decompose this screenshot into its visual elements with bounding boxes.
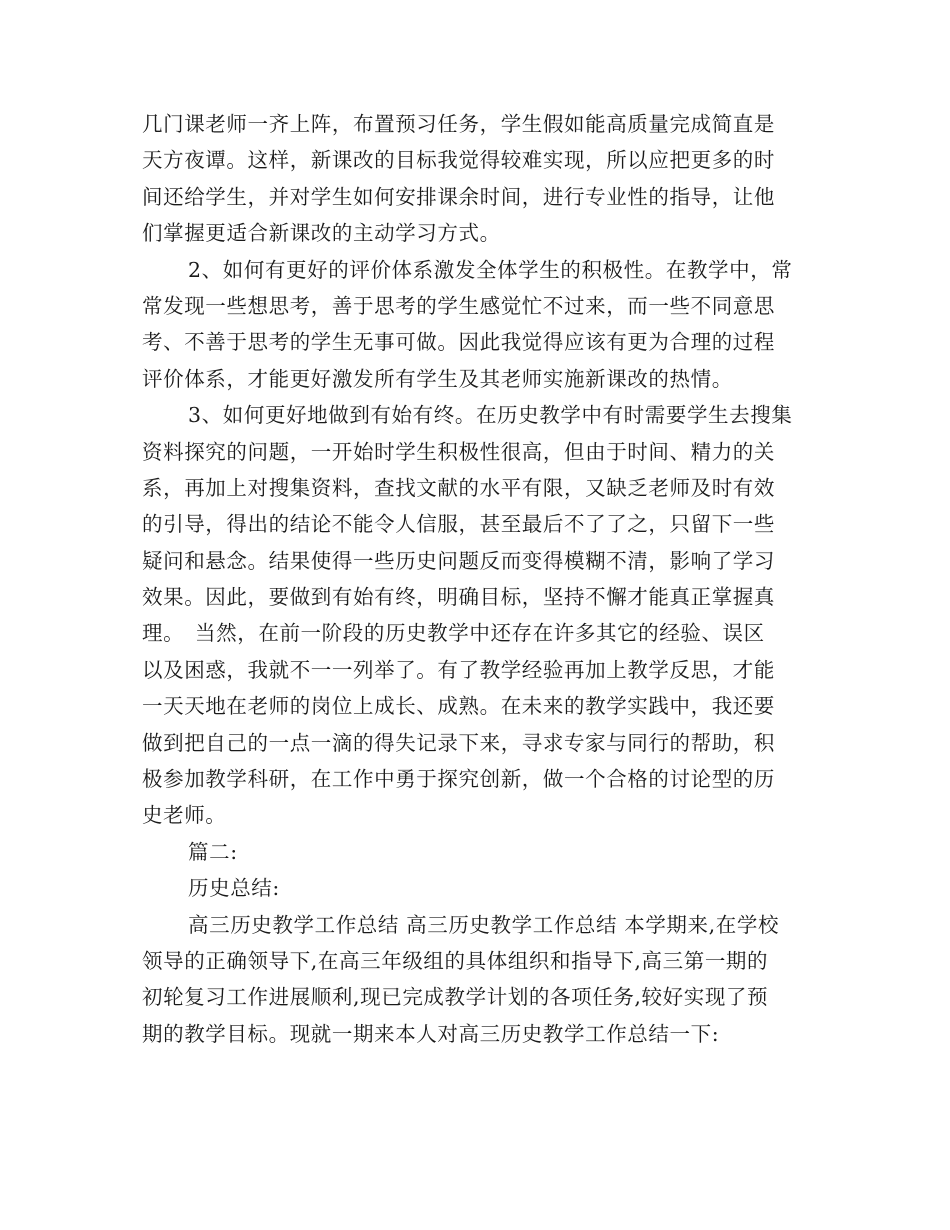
text-line: 考、不善于思考的学生无事可做。因此我觉得应该有更为合理的过程 bbox=[142, 330, 775, 355]
text-line: 极参加教学科研，在工作中勇于探究创新，做一个合格的讨论型的历 bbox=[142, 767, 775, 792]
text-line: 常发现一些想思考，善于思考的学生感觉忙不过来，而一些不同意思 bbox=[142, 293, 775, 318]
text-line: 几门课老师一齐上阵，布置预习任务，学生假如能高质量完成简直是 bbox=[142, 112, 775, 136]
text-line: 篇二: bbox=[188, 839, 238, 864]
text-line: 评价体系，才能更好激发所有学生及其老师实施新课改的热情。 bbox=[142, 366, 733, 391]
text-line: 的引导，得出的结论不能令人信服，甚至最后不了了之，只留下一些 bbox=[142, 512, 775, 537]
text-line: 效果。因此，要做到有始有终，明确目标，坚持不懈才能真正掌握真 bbox=[142, 585, 775, 610]
text-line: 初轮复习工作进展顺利,现已完成教学计划的各项任务,较好实现了预 bbox=[142, 985, 769, 1010]
text-line: 做到把自己的一点一滴的得失记录下来，寻求专家与同行的帮助，积 bbox=[142, 730, 775, 755]
text-line: 资料探究的问题，一开始时学生积极性很高，但由于时间、精力的关 bbox=[142, 439, 775, 464]
text-line: 理。 当然，在前一阶段的历史教学中还存在许多其它的经验、误区 bbox=[142, 621, 765, 646]
text-line: 高三历史教学工作总结 高三历史教学工作总结 本学期来,在学校 bbox=[188, 912, 780, 937]
text-line: 一天天地在老师的岗位上成长、成熟。在未来的教学实践中，我还要 bbox=[142, 694, 775, 719]
text-line: 期的教学目标。现就一期来本人对高三历史教学工作总结一下: bbox=[142, 1021, 720, 1046]
text-line: 史老师。 bbox=[142, 803, 227, 828]
text-line: 领导的正确领导下,在高三年级组的具体组织和指导下,高三第一期的 bbox=[142, 948, 769, 973]
text-line: 3、如何更好地做到有始有终。在历史教学中有时需要学生去搜集 bbox=[188, 403, 793, 428]
text-line: 天方夜谭。这样，新课改的目标我觉得较难实现，所以应把更多的时 bbox=[142, 148, 775, 173]
text-line: 历史总结: bbox=[188, 876, 280, 901]
document-body bbox=[142, 106, 810, 1052]
text-line: 系，再加上对搜集资料，查找文献的水平有限，又缺乏老师及时有效 bbox=[142, 475, 775, 500]
text-line: 疑问和悬念。结果使得一些历史问题反而变得模糊不清，影响了学习 bbox=[142, 548, 775, 573]
text-line: 们掌握更适合新课改的主动学习方式。 bbox=[142, 221, 501, 246]
text-line: 间还给学生，并对学生如何安排课余时间，进行专业性的指导，让他 bbox=[142, 184, 775, 209]
text-line: 以及困惑，我就不一一列举了。有了教学经验再加上教学反思，才能 bbox=[142, 657, 775, 682]
text-line: 2、如何有更好的评价体系激发全体学生的积极性。在教学中，常 bbox=[188, 257, 793, 282]
